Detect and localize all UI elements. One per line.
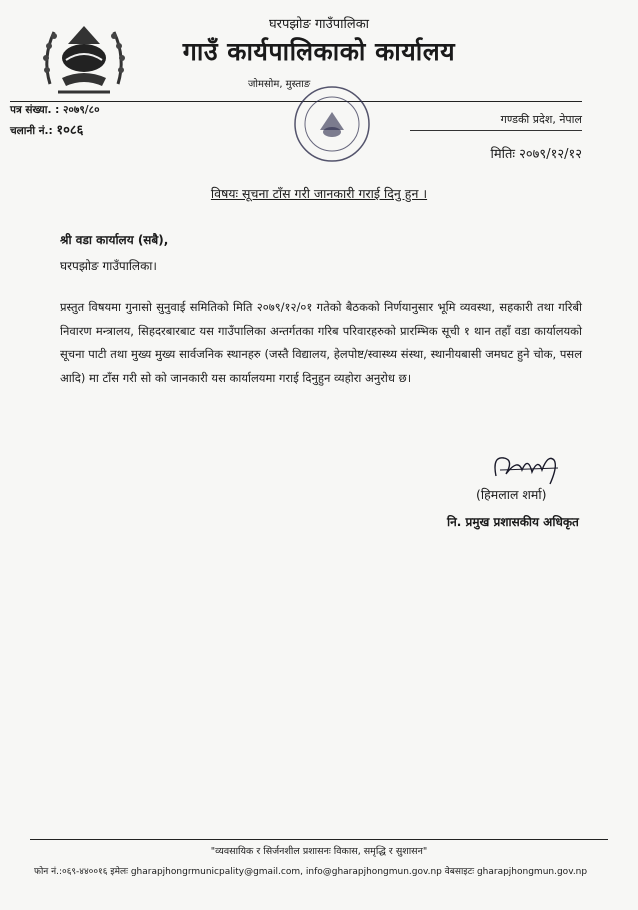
recipient-line-1: श्री वडा कार्यालय (सबै), [60, 233, 169, 247]
office-stamp [292, 84, 372, 164]
dispatch-number [10, 120, 83, 138]
signatory-name: (हिमलाल शर्मा) [476, 487, 547, 502]
municipality-name: घरपझोङ गाउँपालिका [268, 17, 370, 32]
letter-date [490, 144, 582, 162]
footer-divider [30, 839, 608, 840]
subject-line [0, 185, 638, 202]
dispatch-number-value: १०८६ [56, 123, 84, 138]
letter-number-label: पत्र संख्या. : [10, 104, 60, 116]
province-text: गण्डकी प्रदेश, नेपाल [500, 113, 582, 126]
office-title: गाउँ कार्यपालिकाको कार्यालय [182, 37, 456, 66]
subject-text: विषयः सूचना टाँस गरी जानकारी गराई दिनु हुन । [210, 186, 428, 201]
signature [488, 450, 568, 486]
office-location: जोमसोम, मुस्ताङ [248, 79, 311, 90]
signatory-title: नि. प्रमुख प्रशासकीय अधिकृत [447, 515, 579, 529]
dispatch-number-label: चलानी नं.: [10, 125, 53, 137]
date-label: मितिः [490, 147, 516, 162]
footer-motto: "व्यवसायिक र सिर्जनशील प्रशासनः विकास, समृद्धि र सुशासन" [210, 846, 428, 857]
letter-number-value: २०७९/८० [62, 104, 100, 116]
date-value: २०७९/१२/१२ [519, 147, 582, 162]
date-divider [410, 130, 582, 131]
footer-contact: फोन नं.:०६९-४४००१६ इमेलः gharapjhongrmunicpality@gmail.com, info@gharapjhongmun.gov.np वेबसाइटः gharapjhongmun.gov.np [34, 867, 588, 877]
recipient-line-2: घरपझोङ गाउँपालिका। [60, 259, 157, 273]
letter-number [10, 103, 100, 117]
letter-body: प्रस्तुत विषयमा गुनासो सुनुवाई समितिको मिति २०७९/१२/०१ गतेको बैठकको निर्णयानुसार भूमि व्यवस्था, सहकारी तथा गरिबी निवारण मन्त्रालय, सिहदरबारबाट यस गाउँपालिका अन्तर्गतका गरिब परिवारहरुको प्रारम्भिक सूची १ थान तहाँ वडा कार्यालयको सूचना पाटी तथा मुख्य मुख्य सार्वजनिक स्थानहरु (जस्तै विद्यालय, हेलपोष्ट/स्वास्थ्य संस्था, स्थानीयबासी जमघट हुने चोक, पसल आदि) मा टाँस गरी सो को जानकारी यस कार्यालयमा गराई दिनुहुन व्यहोरा अनुरोध छ। [60, 300, 582, 385]
